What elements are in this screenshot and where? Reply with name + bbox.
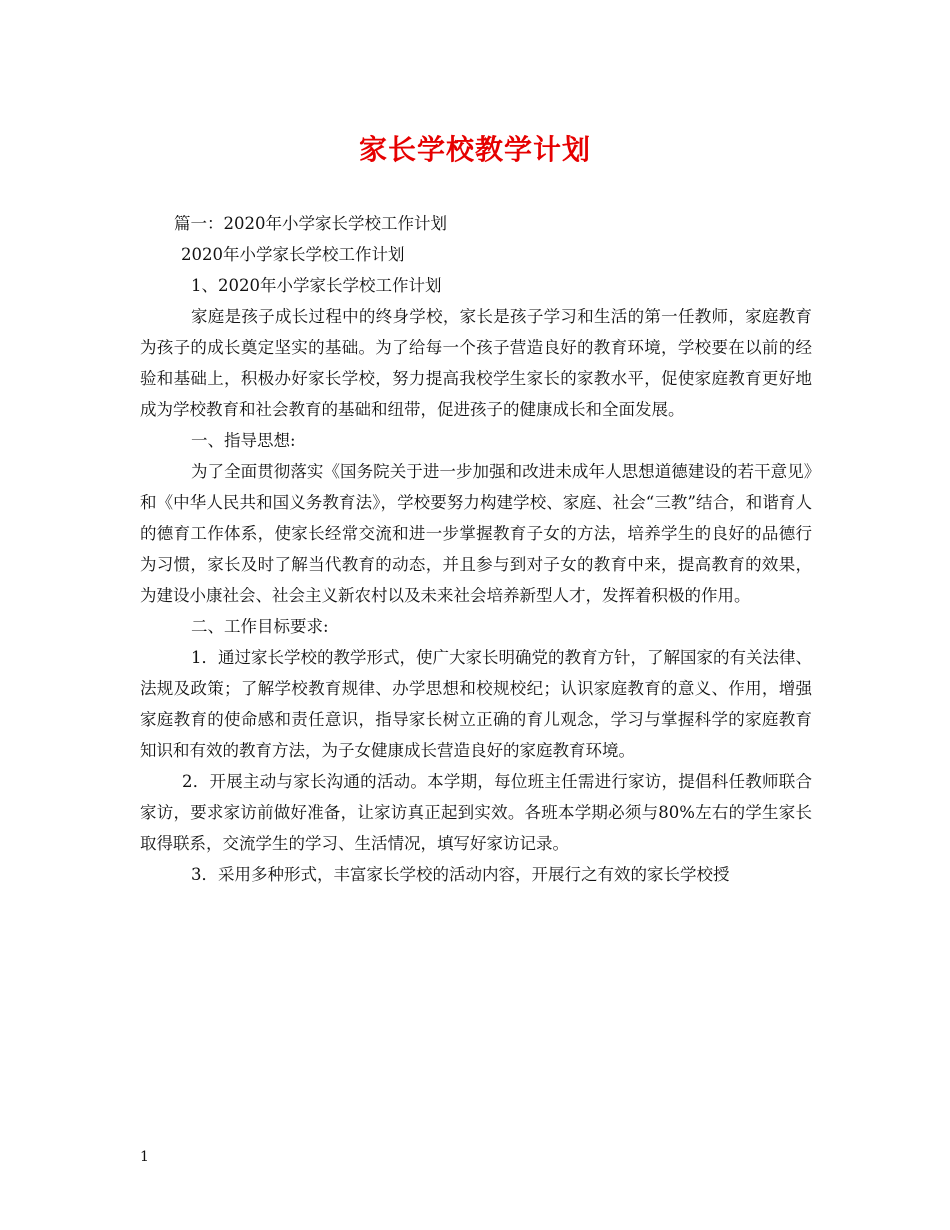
goal-1-paragraph: 1．通过家长学校的教学形式，使广大家长明确党的教育方针，了解国家的有关法律、法规及政策；了解学校教育规律、办学思想和校规校纪；认识家庭教育的意义、作用，增强家庭教育的使命感和责任意识，指导家长树立正确的育儿观念，学习与掌握科学的家庭教育知识和有效的教育方法，为子女健康成长营造良好的家庭教育环境。 (140, 648, 812, 760)
document-body (140, 208, 812, 890)
page-number: 1 (140, 1149, 149, 1165)
section-heading-1: 1、2020年小学家长学校工作计划 (191, 276, 442, 295)
article-heading: 篇一：2020年小学家长学校工作计划 (174, 214, 447, 233)
document-title: 家长学校教学计划 (358, 133, 591, 166)
goal-3-paragraph: 3．采用多种形式，丰富家长学校的活动内容，开展行之有效的家长学校授 (191, 865, 730, 884)
intro-paragraph: 家庭是孩子成长过程中的终身学校，家长是孩子学习和生活的第一任教师，家庭教育为孩子的成长奠定坚实的基础。为了给每一个孩子营造良好的教育环境，学校要在以前的经验和基础上，积极办好家长学校，努力提高我校学生家长的家教水平，促使家庭教育更好地成为学校教育和社会教育的基础和纽带，促进孩子的健康成长和全面发展。 (140, 307, 812, 419)
goals-heading: 二、工作目标要求: (191, 617, 329, 636)
goal-2-paragraph: 2．开展主动与家长沟通的活动。本学期，每位班主任需进行家访，提倡科任教师联合家访，要求家访前做好准备，让家访真正起到实效。各班本学期必须与80%左右的学生家长取得联系，交流学生的学习、生活情况，填写好家访记录。 (140, 772, 812, 853)
plan-title-line: 2020年小学家长学校工作计划 (181, 245, 405, 264)
guiding-heading: 一、指导思想: (191, 431, 296, 450)
guiding-paragraph: 为了全面贯彻落实《国务院关于进一步加强和改进未成年人思想道德建设的若干意见》和《中华人民共和国义务教育法》，学校要努力构建学校、家庭、社会“三教”结合，和谐育人的德育工作体系，使家长经常交流和进一步掌握教育子女的方法，培养学生的良好的品德行为习惯，家长及时了解当代教育的动态，并且参与到对子女的教育中来，提高教育的效果，为建设小康社会、社会主义新农村以及未来社会培养新型人才，发挥着积极的作用。 (140, 462, 812, 605)
